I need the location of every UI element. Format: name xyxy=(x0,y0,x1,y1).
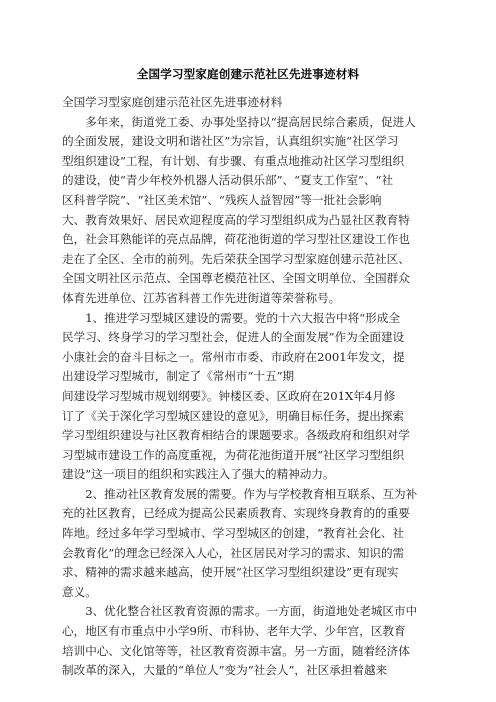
text-line: 学习型组织建设与社区教育相结合的课题要求。各级政府和组织对学 xyxy=(62,428,410,443)
text-line: 区科普学院”、“社区美术馆”、“残疾人益智园”等一批社会影响 xyxy=(62,192,382,207)
text-line: 民学习、终身学习的学习型社会，促进人的全面发展”作为全面建设 xyxy=(62,330,405,345)
text-line: 小康社会的奋斗目标之一。常州市市委、市政府在2001年发文，提 xyxy=(62,349,405,364)
text-line: 型组织建设”工程，有计划、有步骤、有重点地推动社区学习型组织 xyxy=(62,153,405,168)
text-line: 心，地区有市重点中小学9所、市科协、老年大学、少年宫，区教育 xyxy=(62,624,406,639)
text-line: 培训中心、文化馆等等，社区教育资源丰富。另一方面，随着经济体 xyxy=(62,643,410,658)
text-line: 意义。 xyxy=(62,584,97,599)
text-line: 体育先进单位、江苏省科普工作先进街道等荣誉称号。 xyxy=(62,290,341,305)
page-title: 全国学习型家庭创建示范社区先进事迹材料 xyxy=(136,67,360,81)
text-line: 求、精神的需求越来越高，使开展“社区学习型组织建设”更有现实 xyxy=(62,565,399,580)
text-line: 出建设学习型城市，制定了《常州市“十五”期 xyxy=(62,369,295,384)
document-body xyxy=(62,93,434,681)
text-line: 间建设学习型城市规划纲要》。钟楼区委、区政府在201X年4月修 xyxy=(62,388,396,403)
text-line: 会教育化”的理念已经深入人心，社区居民对学习的需求、知识的需 xyxy=(62,545,405,560)
text-line: 的全面发展，建设文明和谐社区”为宗旨，认真组织实施“社区学习 xyxy=(62,134,399,149)
text-line: 多年来，街道党工委、办事处坚持以“提高居民综合素质，促进人 xyxy=(62,114,416,129)
text-line: 全国学习型家庭创建示范社区先进事迹材料 xyxy=(62,95,283,109)
text-line: 建设”这一项目的组织和实践注入了强大的精神动力。 xyxy=(62,467,335,482)
text-line: 阵地。经过多年学习型城市、学习型城区的创建，“教育社会化、社 xyxy=(62,526,405,541)
text-line: 3、优化整合社区教育资源的需求。一方面，街道地处老城区市中 xyxy=(62,604,418,619)
text-line: 订了《关于深化学习型城区建设的意见》，明确目标任务，提出探索 xyxy=(62,408,405,423)
text-line: 1、推进学习型城区建设的需要。党的十六大报告中将“形成全 xyxy=(62,310,400,325)
text-line: 习型城市建设工作的高度重视，为荷花池街道开展“社区学习型组织 xyxy=(62,447,405,462)
text-line: 的建设，使“青少年校外机器人活动俱乐部”、“夏支工作室”、“社 xyxy=(62,173,394,188)
text-line: 大、教育效果好、居民欢迎程度高的学习型组织成为凸显社区教育特 xyxy=(62,212,410,227)
text-line: 全国文明社区示范点、全国尊老模范社区、全国文明单位、全国群众 xyxy=(62,271,410,286)
text-line: 色，社会耳熟能详的亮点品牌，荷花池街道的学习型社区建设工作也 xyxy=(62,232,410,247)
text-line: 2、推动社区教育发展的需要。作为与学校教育相互联系、互为补 xyxy=(62,486,418,501)
text-line: 走在了全区、全市的前列。先后荣获全国学习型家庭创建示范社区、 xyxy=(62,251,410,266)
text-line: 制改革的深入，大量的“单位人”变为“社会人”，社区承担着越来 xyxy=(62,663,388,678)
text-line: 充的社区教育，已经成为提高公民素质教育、实现终身教育的的重要 xyxy=(62,506,410,521)
